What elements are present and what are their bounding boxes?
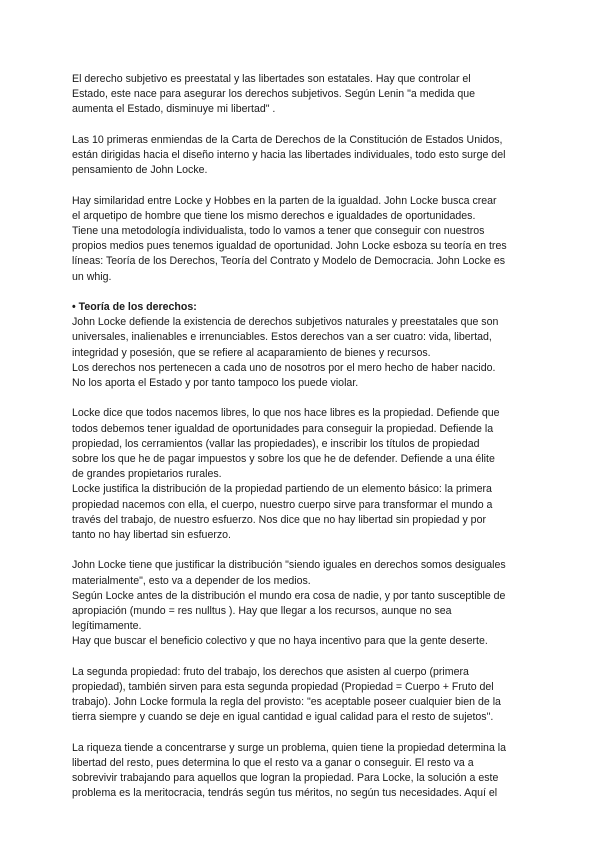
text-line: propios medios pues tenemos igualdad de oportunidad. John Locke esboza su teoría en tres: [72, 240, 507, 253]
paragraph: [72, 194, 532, 285]
text-line: integridad y posesión, que se refiere al acaparamiento de bienes y recursos.: [72, 346, 431, 359]
paragraph: [72, 72, 532, 118]
text-line: propiedad, los cerramientos (vallar las propiedades), e inscribir los títulos de propiedad: [72, 437, 480, 450]
text-line: Hay similaridad entre Locke y Hobbes en la parten de la igualdad. John Locke busca crear: [72, 194, 497, 207]
text-line: sobrevivir trabajando para aquellos que logran la propiedad. Para Locke, la solución a este: [72, 772, 499, 785]
text-line: Locke dice que todos nacemos libres, lo que nos hace libres es la propiedad. Defiende que: [72, 407, 500, 420]
document-body: [72, 72, 532, 817]
text-line: El derecho subjetivo es preestatal y las libertades son estatales. Hay que controlar el: [72, 73, 471, 85]
text-line: través del trabajo, de nuestro esfuerzo. Nos dice que no hay libertad sin propiedad y por: [72, 513, 486, 526]
text-line: problema es la meritocracia, tendrás según tus méritos, no según tus necesidades. Aquí el: [72, 787, 498, 800]
text-line: Estado, este nace para asegurar los derechos subjetivos. Según Lenin "a medida que: [72, 88, 476, 101]
text-line: libertad del resto, pues determina lo que el resto va a ganar o conseguir. El resto va a: [72, 757, 474, 770]
paragraph: [72, 558, 532, 649]
text-line: líneas: Teoría de los Derechos, Teoría del Contrato y Modelo de Democracia. John Locke es: [72, 255, 506, 268]
paragraph: [72, 665, 532, 726]
text-line: Los derechos nos pertenecen a cada uno de nosotros por el mero hecho de haber nacido.: [72, 361, 496, 374]
paragraph: [72, 133, 532, 179]
text-line: tanto no hay libertad sin esfuerzo.: [72, 529, 232, 542]
text-line: apropiación (mundo = res nulltus ). Hay que llegar a los recursos, aunque no sea: [72, 605, 452, 618]
text-line: John Locke defiende la existencia de derechos subjetivos naturales y preestatales que son: [72, 316, 499, 329]
text-line: Las 10 primeras enmiendas de la Carta de Derechos de la Constitución de Estados Unidos,: [72, 133, 503, 146]
text-line: legítimamente.: [72, 620, 142, 633]
text-line: No los aporta el Estado y por tanto tampoco los puede violar.: [72, 377, 359, 390]
text-line: La segunda propiedad: fruto del trabajo, los derechos que asisten al cuerpo (primera: [72, 665, 469, 678]
text-line: están dirigidas hacia el diseño interno y hacia las libertades individuales, todo esto surge del: [72, 149, 506, 161]
text-line: de grandes propietarios rurales.: [72, 468, 222, 481]
text-line: trabajo). John Locke formula la regla del provisto: "es aceptable poseer cualquier bien de la: [72, 696, 501, 709]
text-line: un whig.: [72, 270, 112, 283]
text-line: el arquetipo de hombre que tiene los mismo derechos e igualdades de oportunidades.: [72, 209, 476, 222]
section-heading: • Teoría de los derechos:: [72, 301, 197, 313]
text-line: Hay que buscar el beneficio colectivo y que no haya incentivo para que la gente deserte.: [72, 635, 488, 648]
text-line: John Locke tiene que justificar la distribución "siendo iguales en derechos somos desiguales: [72, 559, 506, 572]
text-line: materialmente", esto va a depender de los medios.: [72, 574, 311, 587]
text-line: Según Locke antes de la distribución el mundo era cosa de nadie, y por tanto susceptible de: [72, 589, 506, 602]
text-line: tierra siempre y cuando se deje en igual cantidad e igual calidad para el resto de sujetos".: [72, 711, 494, 724]
text-line: La riqueza tiende a concentrarse y surge un problema, quien tiene la propiedad determina la: [72, 741, 507, 754]
text-line: Tiene una metodología individualista, todo lo vamos a tener que conseguir con nuestros: [72, 225, 485, 237]
text-line: todos debemos tener igualdad de oportunidades para conseguir la propiedad. Defiende la: [72, 422, 494, 435]
text-line: sobre los que he de pagar impuestos y sobre los que he de defender. Defiende a una élite: [72, 453, 495, 466]
paragraph: [72, 300, 532, 391]
text-line: aumenta el Estado, disminuye mi libertad" .: [72, 103, 276, 116]
text-line: Locke justifica la distribución de la propiedad partiendo de un elemento básico: la primera: [72, 483, 492, 496]
text-line: propiedad), también sirven para esta segunda propiedad (Propiedad = Cuerpo + Fruto del: [72, 681, 494, 694]
paragraph: [72, 406, 532, 543]
text-line: propiedad nacemos con ella, el cuerpo, nuestro cuerpo sirve para transformar el mundo a: [72, 498, 493, 511]
text-line: pensamiento de John Locke.: [72, 164, 208, 177]
text-line: universales, inalienables e irrenunciables. Estos derechos van a ser cuatro: vida, libertad,: [72, 331, 492, 344]
paragraph: [72, 741, 532, 802]
